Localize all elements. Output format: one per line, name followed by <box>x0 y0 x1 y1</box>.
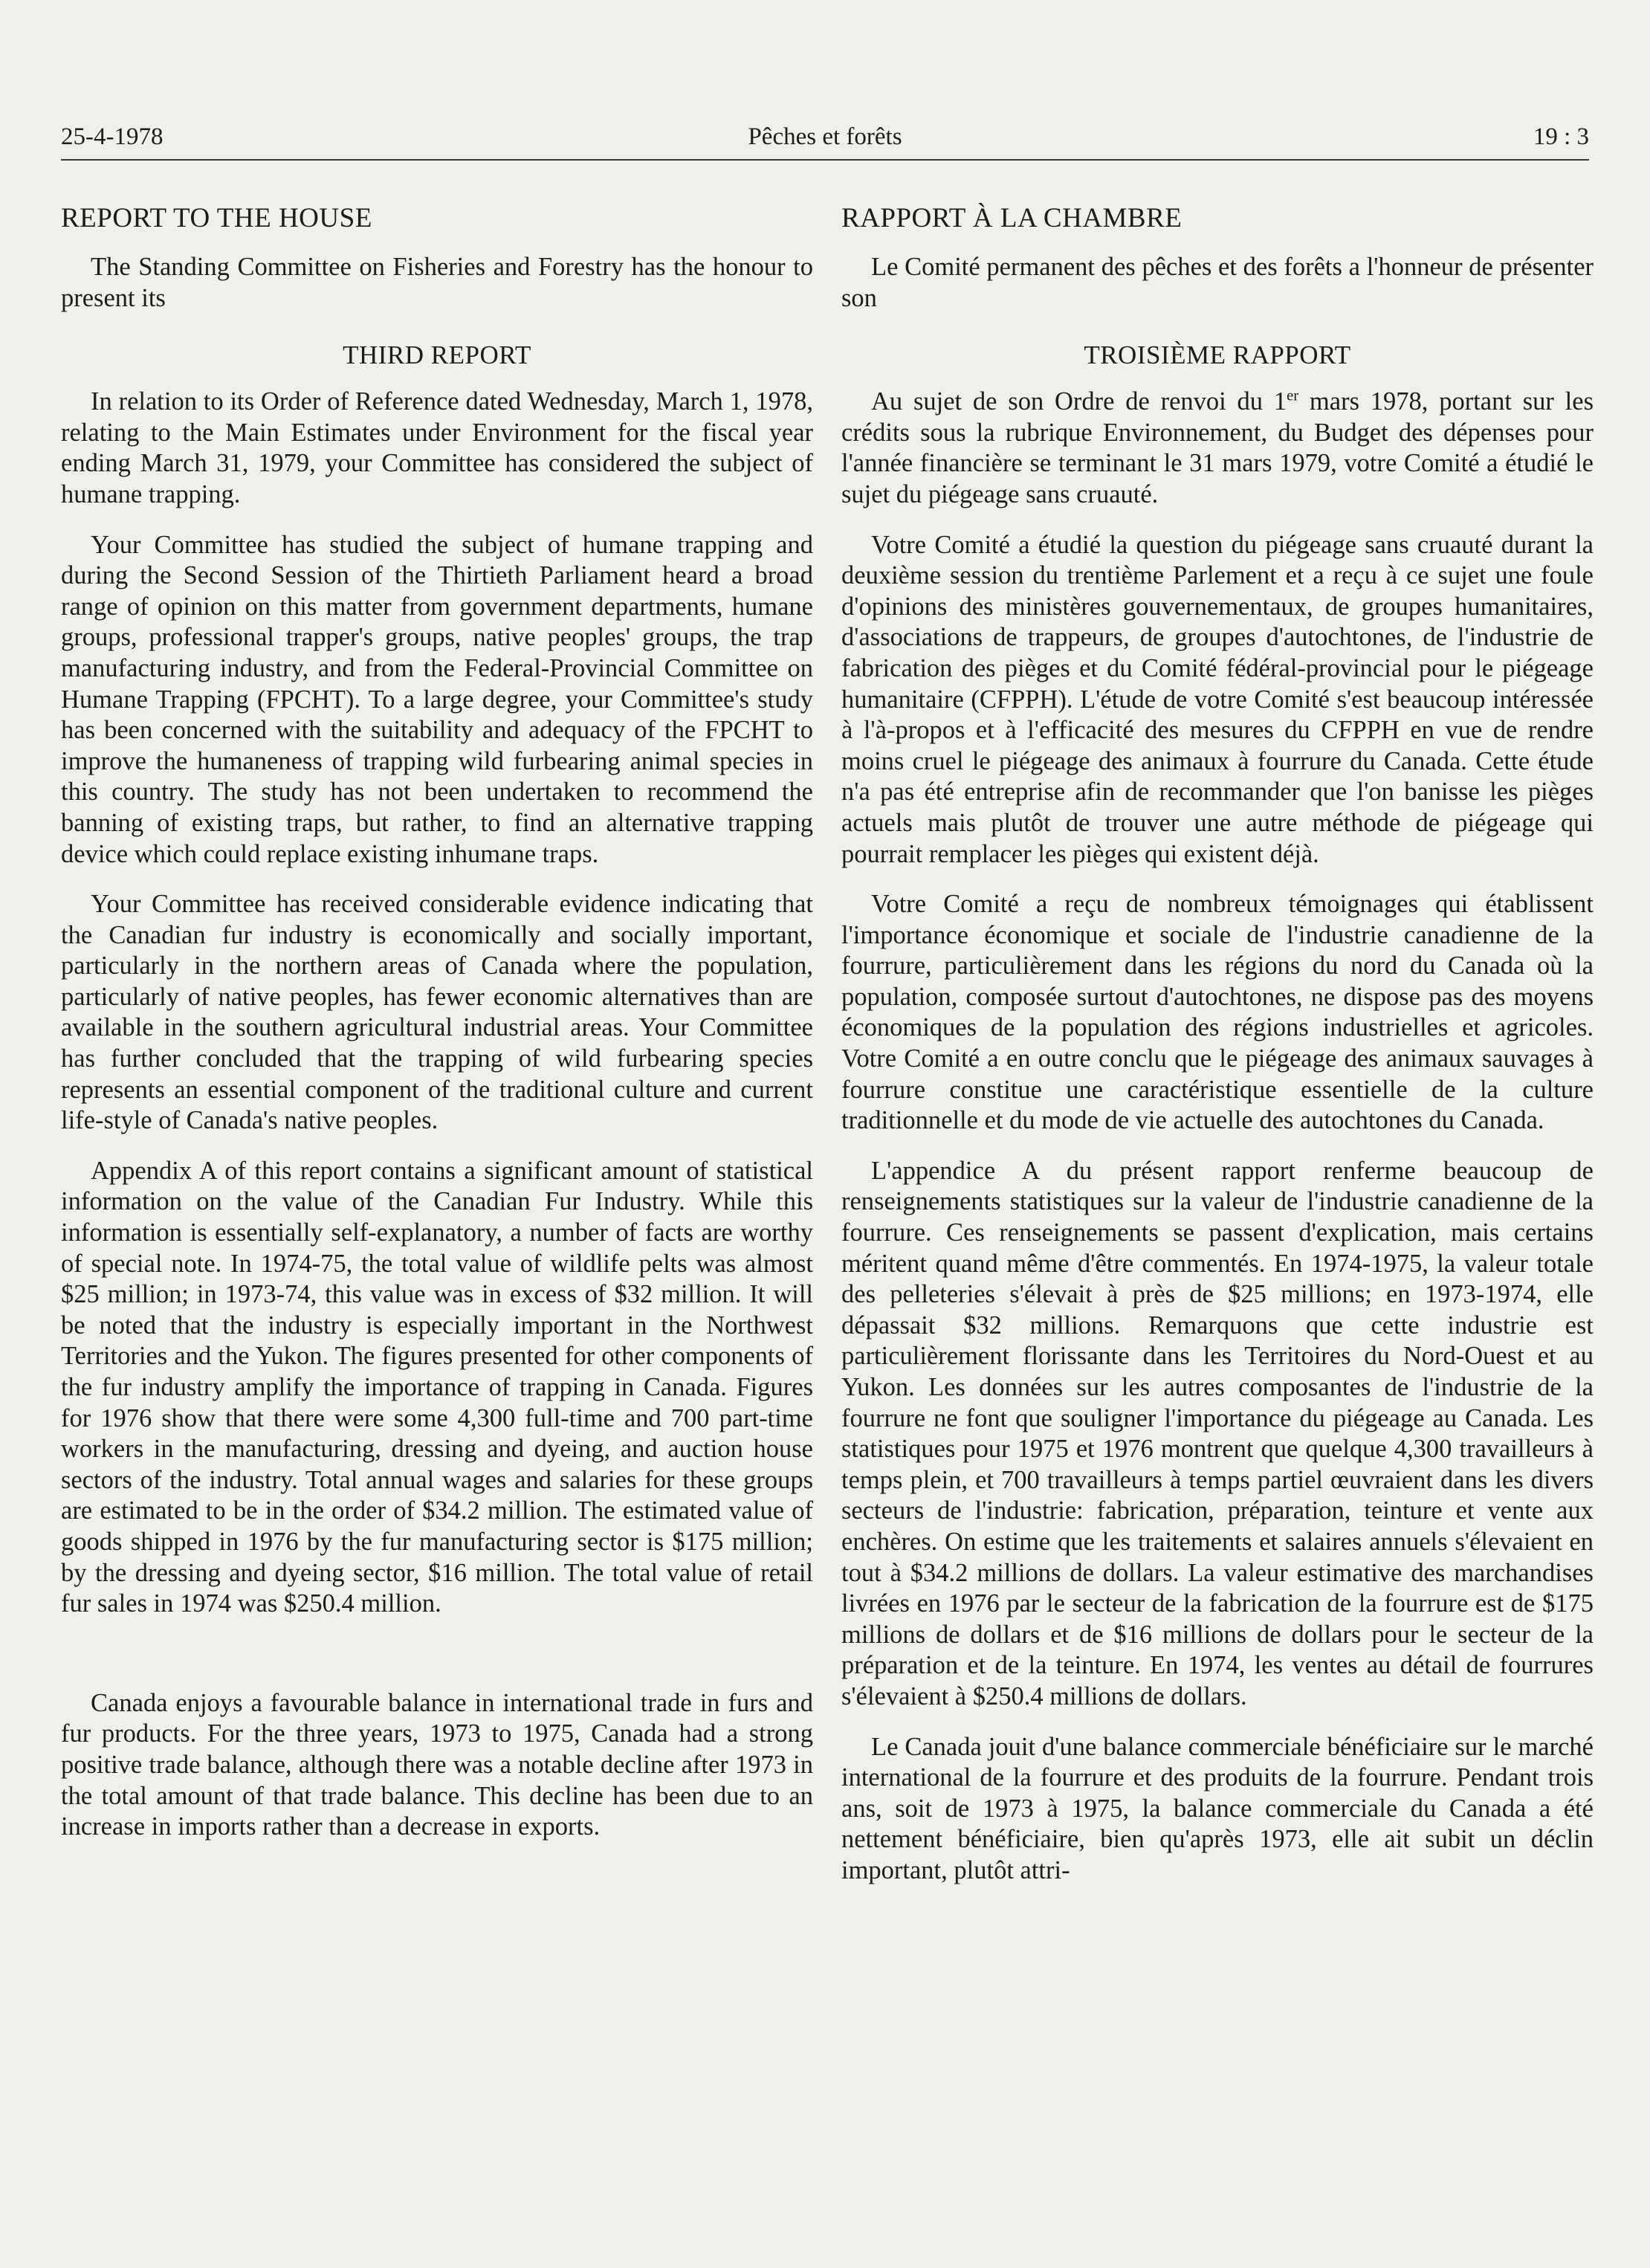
english-paragraph: Canada enjoys a favourable balance in international trade in furs and fur products. For the three years, 1973 to 1975, Canada had a strong positive trade balance, although there was a notable decline after 1973 in the total amount of that trade balance. This decline has been due to an increase in imports rather than a decrease in exports. <box>61 1688 813 1841</box>
english-report-title: THIRD REPORT <box>343 340 531 370</box>
french-paragraph: L'appendice A du présent rapport renferme beaucoup de renseignements statistiques sur la valeur de l'industrie canadienne de la fourrure. Ces renseignements se passent d'explication, mais certains méritent quand même d'être commentés. En 1974-1975, la valeur totale des pelleteries s'élevait à près de $25 millions; en 1973-1974, elle dépassait $32 millions. Remarquons que cette industrie est particulièrement florissante dans les Territoires du Nord-Ouest et au Yukon. Les données sur les autres composantes de l'industrie de la fourrure ne font que souligner l'importance du piégeage au Canada. Les statistiques pour 1975 et 1976 montrent que quelque 4,300 travailleurs à temps plein, et 700 travailleurs à temps partiel œuvraient dans les divers secteurs de l'industrie: fabrication, préparation, teinture et vente aux enchères. On estime que les traitements et salaires annuels s'élevaient en tout à $34.2 millions de dollars. La valeur estimative des marchandises livrées en 1976 par le secteur de la fabrication de la fourrure est de $175 millions de dollars et de $16 millions de dollars pour le secteur de la préparation et de la teinture. En 1974, les ventes au détail de fourrures s'élevaient à $250.4 millions de dollars. <box>841 1156 1594 1710</box>
english-section-title: REPORT TO THE HOUSE <box>61 203 372 233</box>
ordinal-superscript: er <box>1287 387 1299 404</box>
french-section-title: RAPPORT À LA CHAMBRE <box>841 203 1182 233</box>
page-header <box>61 123 1589 161</box>
french-p1-before: Au sujet de son Ordre de renvoi du 1 <box>871 387 1287 416</box>
header-page-number: 19 : 3 <box>1533 123 1589 150</box>
english-paragraph: Your Committee has studied the subject of humane trapping and during the Second Session of the Thirtieth Parliament heard a broad range of opinion on this matter from government departments, humane groups, professional trapper's groups, native peoples' groups, the trap manufacturing industry, and from the Federal-Provincial Committee on Humane Trapping (FPCHT). To a large degree, your Committee's study has been concerned with the suitability and adequacy of the FPCHT to improve the humaneness of trapping wild furbearing animal species in this country. The study has not been undertaken to recommend the banning of existing traps, but rather, to find an alternative trapping device which could replace existing inhumane traps. <box>61 530 813 868</box>
english-paragraph: Appendix A of this report contains a significant amount of statistical information on the value of the Canadian Fur Industry. While this information is essentially self-explanatory, a number of facts are worthy of special note. In 1974-75, the total value of wildlife pelts was almost $25 million; in 1973-74, this value was in excess of $32 million. It will be noted that the industry is especially important in the Northwest Territories and the Yukon. The figures presented for other components of the fur industry amplify the importance of trapping in Canada. Figures for 1976 show that there were some 4,300 full-time and 700 part-time workers in the manufacturing, dressing and dyeing, and auction house sectors of the industry. Total annual wages and salaries for these groups are estimated to be in the order of $34.2 million. The estimated value of goods shipped in 1976 by the fur manufacturing sector is $175 million; by the dressing and dyeing sector, $16 million. The total value of retail fur sales in 1974 was $250.4 million. <box>61 1156 813 1618</box>
header-title: Pêches et forêts <box>748 123 902 150</box>
french-paragraph-first <box>841 387 1594 510</box>
french-intro: Le Comité permanent des pêches et des forêts a l'honneur de présenter son <box>841 253 1594 312</box>
english-paragraph: Your Committee has received considerable evidence indicating that the Canadian fur industry is economically and socially important, particularly in the northern areas of Canada where the population, particularly of native peoples, has fewer economic alternatives than are available in the southern agricultural industrial areas. Your Committee has further concluded that the trapping of wild furbearing species represents an essential component of the traditional culture and current life-style of Canada's native peoples. <box>61 890 813 1135</box>
french-paragraph: Votre Comité a reçu de nombreux témoignages qui établissent l'importance économique et sociale de l'industrie canadienne de la fourrure, particulièrement dans les régions du nord du Canada où la population, composée surtout d'autochtones, ne dispose pas des moyens économiques de la population des régions industrielles et agricoles. Votre Comité a en outre conclu que le piégeage des animaux sauvages à fourrure constitue une caractéristique essentielle de la culture traditionnelle et du mode de vie actuelle des autochtones du Canada. <box>841 890 1594 1135</box>
header-rule <box>61 159 1589 161</box>
french-column <box>841 202 1594 1906</box>
paragraph-spacer <box>61 1639 813 1688</box>
header-date: 25-4-1978 <box>61 123 164 150</box>
french-paragraph: Votre Comité a étudié la question du piégeage sans cruauté durant la deuxième session du trentième Parlement et a reçu à ce sujet une foule d'opinions des ministères gouvernementaux, de groupes humanitaires, d'associations de trappeurs, de groupes d'autochtones, de l'industrie de fabrication des pièges et du Comité fédéral-provincial pour le piégeage humanitaire (CFPPH). L'étude de votre Comité s'est beaucoup intéressée à l'à-propos et à l'efficacité des mesures du CFPPH en vue de rendre moins cruel le piégeage des animaux à fourrure du Canada. Cette étude n'a pas été entreprise afin de recommander que l'on banisse les pièges actuels mais plutôt de trouver une autre méthode de piégeage qui pourrait remplacer les pièges qui existent déjà. <box>841 530 1594 868</box>
french-report-title: TROISIÈME RAPPORT <box>1084 340 1351 370</box>
french-paragraph: Le Canada jouit d'une balance commerciale bénéficiaire sur le marché international de la fourrure et des produits de la fourrure. Pendant trois ans, soit de 1973 à 1975, la balance commerciale du Canada a été nettement bénéficiaire, bien qu'après 1973, elle ait subit un déclin important, plutôt attri- <box>841 1732 1594 1884</box>
french-p1-after: mars 1978, portant sur les crédits sous la rubrique Environnement, du Budget des dépenses pour l'année financière se terminant le 31 mars 1979, votre Comité a étudié le sujet du piégeage sans cruauté. <box>841 387 1594 508</box>
english-intro: The Standing Committee on Fisheries and Forestry has the honour to present its <box>61 253 813 312</box>
english-column <box>61 202 813 1862</box>
english-paragraph: In relation to its Order of Reference dated Wednesday, March 1, 1978, relating to the Main Estimates under Environment for the fiscal year ending March 31, 1979, your Committee has considered the subject of humane trapping. <box>61 387 813 508</box>
